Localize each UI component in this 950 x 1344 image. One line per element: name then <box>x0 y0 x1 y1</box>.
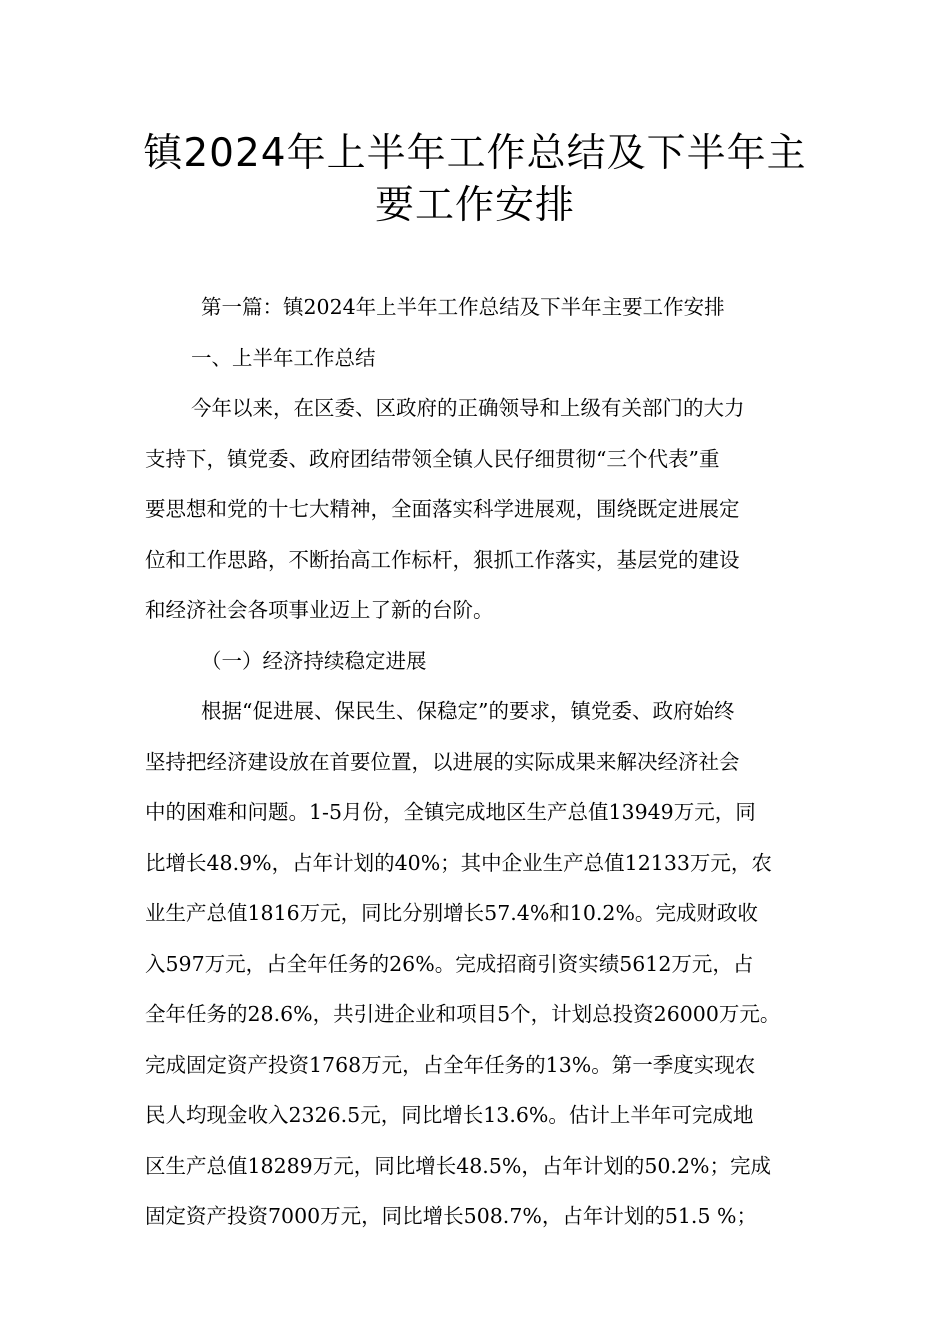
document-title <box>100 128 850 232</box>
title-line-1: 镇2024年上半年工作总结及下半年主 <box>143 131 807 176</box>
chapter-heading: 第一篇：镇2024年上半年工作总结及下半年主要工作安排 <box>201 295 725 319</box>
paragraph-line: 支持下，镇党委、政府团结带领全镇人民仔细贯彻“三个代表”重 <box>145 446 720 471</box>
paragraph-line: 民人均现金收入2326.5元，同比增长13.6%。估计上半年可完成地 <box>145 1103 754 1127</box>
paragraph-line: 比增长48.9%，占年计划的40%；其中企业生产总值12133万元，农 <box>145 850 772 875</box>
paragraph-line: 入597万元，占全年任务的26%。完成招商引资实绩5612万元，占 <box>145 951 754 976</box>
paragraph-line: 业生产总值1816万元，同比分别增长57.4%和10.2%。完成财政收 <box>145 901 758 925</box>
document-body <box>145 282 810 1242</box>
paragraph-line: 区生产总值18289万元，同比增长48.5%，占年计划的50.2%；完成 <box>145 1153 771 1178</box>
title-line-2: 要工作安排 <box>374 183 575 228</box>
paragraph-line: 要思想和党的十七大精神，全面落实科学进展观，围绕既定进展定 <box>145 497 740 521</box>
paragraph-line: 位和工作思路，不断抬高工作标杆，狠抓工作落实，基层党的建设 <box>145 547 740 572</box>
paragraph-line: 全年任务的28.6%，共引进企业和项目5个，计划总投资26000万元。 <box>145 1002 781 1026</box>
paragraph-line: 完成固定资产投资1768万元，占全年任务的13%。第一季度实现农 <box>145 1052 756 1077</box>
paragraph-line: 今年以来，在区委、区政府的正确领导和上级有关部门的大力 <box>191 396 745 420</box>
subsection-heading: （一）经济持续稳定进展 <box>201 648 427 673</box>
paragraph-line: 根据“促进展、保民生、保稳定”的要求，镇党委、政府始终 <box>201 699 735 723</box>
paragraph-line: 固定资产投资7000万元，同比增长508.7%，占年计划的51.5 %； <box>145 1204 757 1228</box>
paragraph-line: 坚持把经济建设放在首要位置，以进展的实际成果来解决经济社会 <box>145 749 740 774</box>
paragraph-line: 和经济社会各项事业迈上了新的台阶。 <box>145 598 494 622</box>
section-heading: 一、上半年工作总结 <box>191 345 376 370</box>
paragraph-line: 中的困难和问题。1-5月份，全镇完成地区生产总值13949万元，同 <box>145 800 756 824</box>
